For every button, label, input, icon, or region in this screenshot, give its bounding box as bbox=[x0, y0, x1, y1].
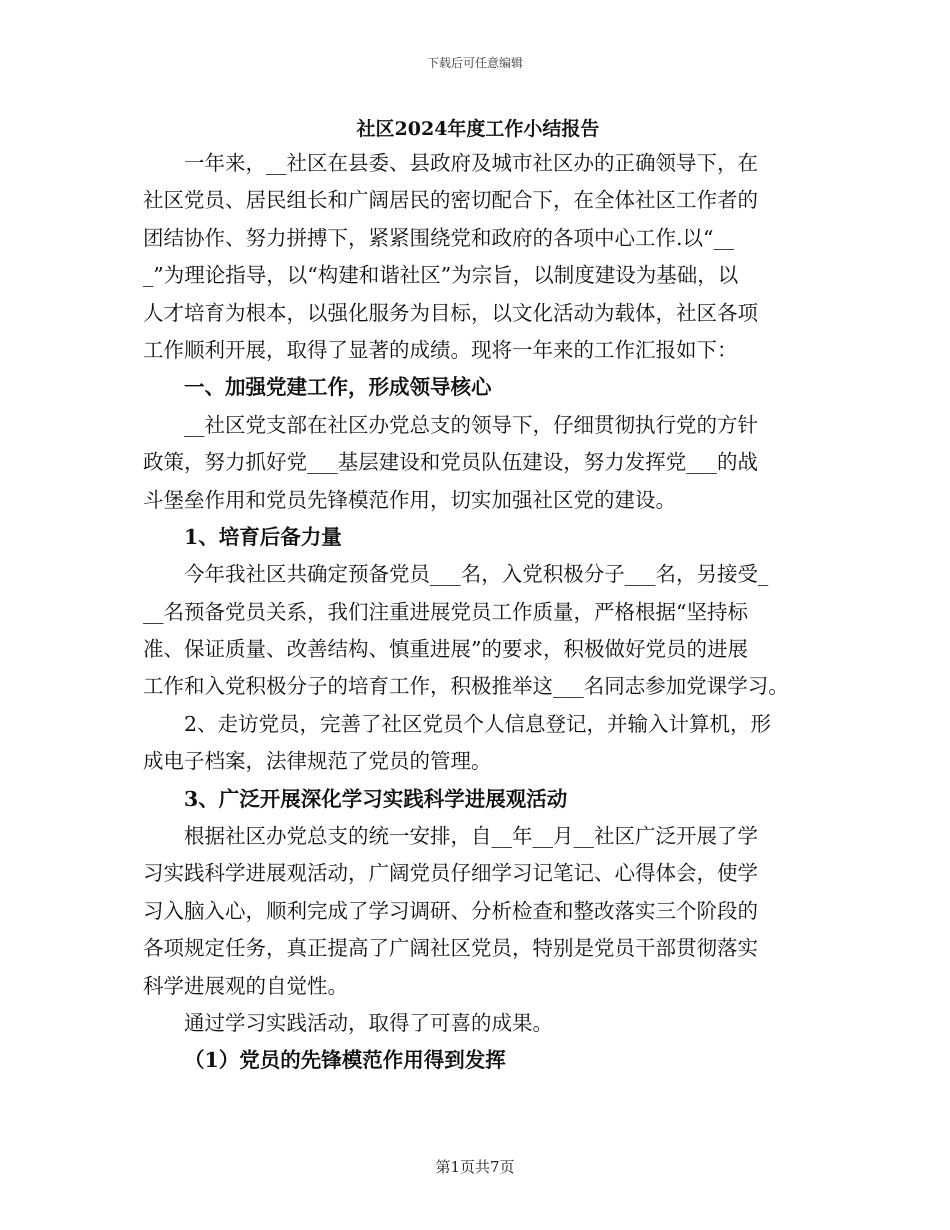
paragraph-line: 一年来，__社区在县委、县政府及城市社区办的正确领导下，在 bbox=[184, 151, 758, 175]
paragraph-line: 工作和入党积极分子的培育工作，积极推举这___名同志参加党课学习。 bbox=[143, 674, 789, 699]
paragraph-line: 政策，努力抓好党___基层建设和党员队伍建设，努力发挥党___的战 bbox=[143, 450, 758, 475]
paragraph-line: 人才培育为根本，以强化服务为目标，以文化活动为载体，社区各项 bbox=[143, 300, 758, 325]
subsection-heading: 1、培育后备力量 bbox=[184, 524, 342, 549]
paragraph-line: _”为理论指导，以“构建和谐社区”为宗旨，以制度建设为基础，以 bbox=[143, 263, 739, 288]
paragraph-line: 科学进展观的自觉性。 bbox=[143, 973, 348, 998]
paragraph-line: 今年我社区共确定预备党员___名，入党积极分子___名，另接受_ bbox=[184, 562, 769, 587]
paragraph-line: 习实践科学进展观活动，广阔党员仔细学习记笔记、心得体会，使学 bbox=[143, 861, 758, 886]
paragraph-line: 工作顺利开展，取得了显著的成绩。现将一年来的工作汇报如下： bbox=[143, 337, 738, 362]
page-number-footer: 第1页共7页 bbox=[435, 1158, 515, 1176]
paragraph-line: 团结协作、努力拼搏下，紧紧围绕党和政府的各项中心工作.以“__ bbox=[143, 225, 734, 250]
paragraph-line: 2、走访党员，完善了社区党员个人信息登记，并输入计算机，形 bbox=[184, 711, 772, 736]
section-heading: 一、加强党建工作，形成领导核心 bbox=[184, 375, 492, 400]
subsection-heading: （1）党员的先锋模范作用得到发挥 bbox=[184, 1048, 506, 1073]
document-title: 社区2024年度工作小结报告 bbox=[356, 118, 600, 140]
paragraph-line: __名预备党员关系，我们注重进展党员工作质量，严格根据“坚持标 bbox=[143, 599, 748, 624]
document-body bbox=[143, 113, 803, 1080]
paragraph-line: 斗堡垒作用和党员先锋模范作用，切实加强社区党的建设。 bbox=[143, 487, 676, 512]
paragraph-line: 成电子档案，法律规范了党员的管理。 bbox=[143, 749, 492, 774]
paragraph-line: 根据社区办党总支的统一安排，自__年__月__社区广泛开展了学 bbox=[184, 824, 758, 849]
paragraph-line: 准、保证质量、改善结构、慎重进展”的要求，积极做好党员的进展 bbox=[143, 637, 748, 662]
paragraph-line: 习入脑入心，顺利完成了学习调研、分析检查和整改落实三个阶段的 bbox=[143, 898, 758, 923]
paragraph-line: __社区党支部在社区办党总支的领导下，仔细贯彻执行党的方针 bbox=[184, 412, 758, 437]
header-note: 下载后可任意编辑 bbox=[426, 56, 523, 70]
paragraph-line: 社区党员、居民组长和广阔居民的密切配合下，在全体社区工作者的 bbox=[143, 188, 758, 213]
paragraph-line: 通过学习实践活动，取得了可喜的成果。 bbox=[184, 1010, 553, 1035]
subsection-heading: 3、广泛开展深化学习实践科学进展观活动 bbox=[184, 786, 568, 811]
paragraph-line: 各项规定任务，真正提高了广阔社区党员，特别是党员干部贯彻落实 bbox=[143, 936, 758, 961]
